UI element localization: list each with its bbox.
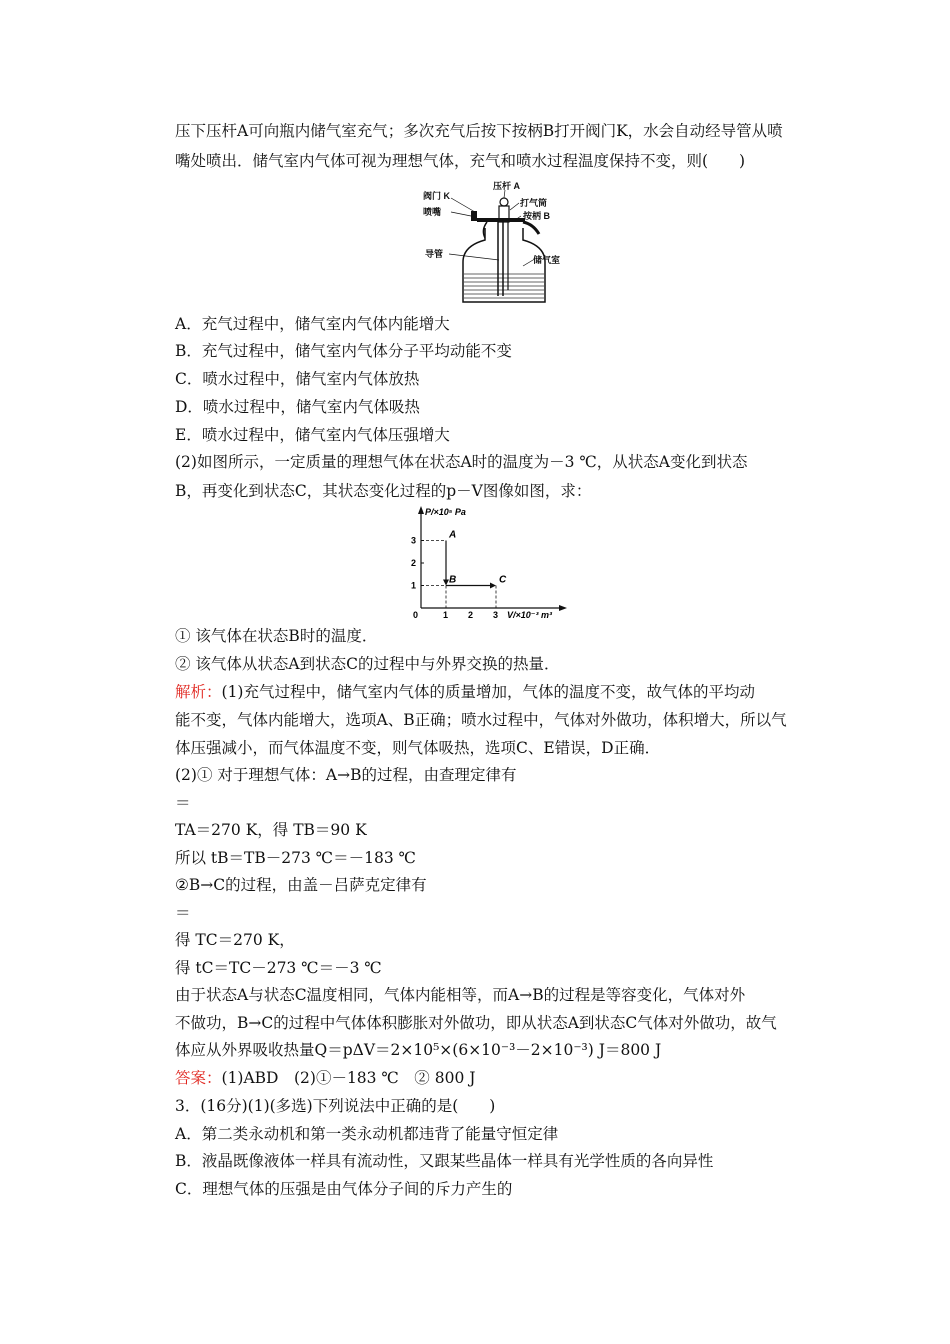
option-d: D．喷水过程中，储气室内气体吸热 — [175, 398, 420, 416]
label-nozzle: 喷嘴 — [423, 207, 442, 217]
answer-line — [175, 1068, 475, 1088]
y-tick-label: 2 — [411, 558, 417, 568]
analysis-line-4: (2)① 对于理想气体：A→B的过程，由查理定律有 — [175, 766, 517, 784]
question3-option-c: C．理想气体的压强是由气体分子间的斥力产生的 — [175, 1180, 513, 1198]
subquestion-1: ① 该气体在状态B时的温度． — [175, 627, 378, 645]
equation-2: ＝ — [175, 904, 191, 922]
sprayer-diagram — [415, 180, 565, 308]
label-chamber: 储气室 — [533, 255, 561, 265]
analysis-line-7: ②B→C的过程，由盖－吕萨克定律有 — [175, 876, 427, 894]
analysis-text-1: (1)充气过程中，储气室内气体的质量增加，气体的温度不变，故气体的平均动 — [221, 683, 755, 701]
y-tick-label: 3 — [411, 535, 417, 546]
analysis-line-11: 不做功，B→C的过程中气体体积膨胀对外做功，即从状态A到状态C气体对外做功，故气 — [175, 1014, 777, 1032]
equation-1: ＝ — [175, 794, 191, 812]
y-tick-label: 1 — [411, 580, 417, 591]
analysis-label: 解析： — [175, 683, 222, 701]
x-tick-label: 3 — [493, 610, 499, 620]
arrow-bc — [490, 583, 496, 589]
label-valve: 阀门 K — [423, 191, 451, 201]
analysis-line-6: 所以 tB＝TB－273 ℃＝－183 ℃ — [175, 849, 416, 867]
subquestion-2: ② 该气体从状态A到状态C的过程中与外界交换的热量． — [175, 655, 560, 673]
question-text-line-2: 嘴处喷出．储气室内气体可视为理想气体，充气和喷水过程温度保持不变，则( ) — [175, 152, 746, 170]
label-tube: 导管 — [425, 249, 444, 259]
x-tick-label: 0 — [413, 610, 419, 620]
option-a: A．充气过程中，储气室内气体内能增大 — [175, 315, 450, 333]
analysis-line-12: 体应从外界吸收热量Q＝pΔV＝2×10⁵×(6×10⁻³－2×10⁻³) J＝800 J — [175, 1041, 662, 1059]
option-c: C．喷水过程中，储气室内气体放热 — [175, 370, 420, 388]
x-axis-label: V/×10⁻³ m³ — [507, 610, 553, 620]
option-e: E．喷水过程中，储气室内气体压强增大 — [175, 426, 450, 444]
analysis-line-1 — [175, 682, 755, 702]
question-text-line-1: 压下压杆A可向瓶内储气室充气；多次充气后按下按柄B打开阀门K，水会自动经导管从喷 — [175, 122, 783, 140]
analysis-line-5: TA＝270 K，得 TB＝90 K — [175, 821, 367, 839]
point-label-b: B — [449, 574, 457, 586]
analysis-line-9: 得 tC＝TC－273 ℃＝－3 ℃ — [175, 959, 382, 977]
label-press: 压杆 A — [493, 181, 521, 191]
question2-line-2: B，再变化到状态C，其状态变化过程的p－V图像如图，求： — [175, 482, 592, 500]
answer-label: 答案： — [175, 1069, 222, 1087]
point-label-c: C — [499, 574, 507, 586]
label-handle: 按柄 B — [523, 211, 551, 221]
y-axis-label: P/×10⁵ Pa — [425, 507, 466, 517]
answer-text: (1)ABD (2)①－183 ℃ ② 800 J — [221, 1069, 476, 1087]
analysis-line-2: 能不变，气体内能增大，选项A、B正确；喷水过程中，气体对外做功，体积增大，所以气 — [175, 711, 787, 729]
question3-option-a: A．第二类永动机和第一类永动机都违背了能量守恒定律 — [175, 1125, 559, 1143]
analysis-line-10: 由于状态A与状态C温度相同，气体内能相等，而A→B的过程是等容变化，气体对外 — [175, 986, 746, 1004]
x-axis-arrow — [559, 605, 567, 611]
question2-line-1: (2)如图所示，一定质量的理想气体在状态A时的温度为－3 ℃，从状态A变化到状态 — [175, 453, 748, 471]
question3-option-b: B．液晶既像液体一样具有流动性，又跟某些晶体一样具有光学性质的各向异性 — [175, 1152, 714, 1170]
y-axis-arrow — [418, 506, 424, 514]
pv-chart — [385, 502, 575, 620]
option-b: B．充气过程中，储气室内气体分子平均动能不变 — [175, 342, 512, 360]
label-pump: 打气筒 — [520, 198, 548, 208]
x-tick-label: 1 — [443, 610, 449, 620]
question3-line: 3．(16分)(1)(多选)下列说法中正确的是( ) — [175, 1097, 496, 1115]
analysis-line-3: 体压强减小，而气体温度不变，则气体吸热，选项C、E错误，D正确． — [175, 739, 661, 757]
x-tick-label: 2 — [468, 610, 474, 620]
point-label-a: A — [449, 529, 457, 541]
analysis-line-8: 得 TC＝270 K， — [175, 931, 295, 949]
